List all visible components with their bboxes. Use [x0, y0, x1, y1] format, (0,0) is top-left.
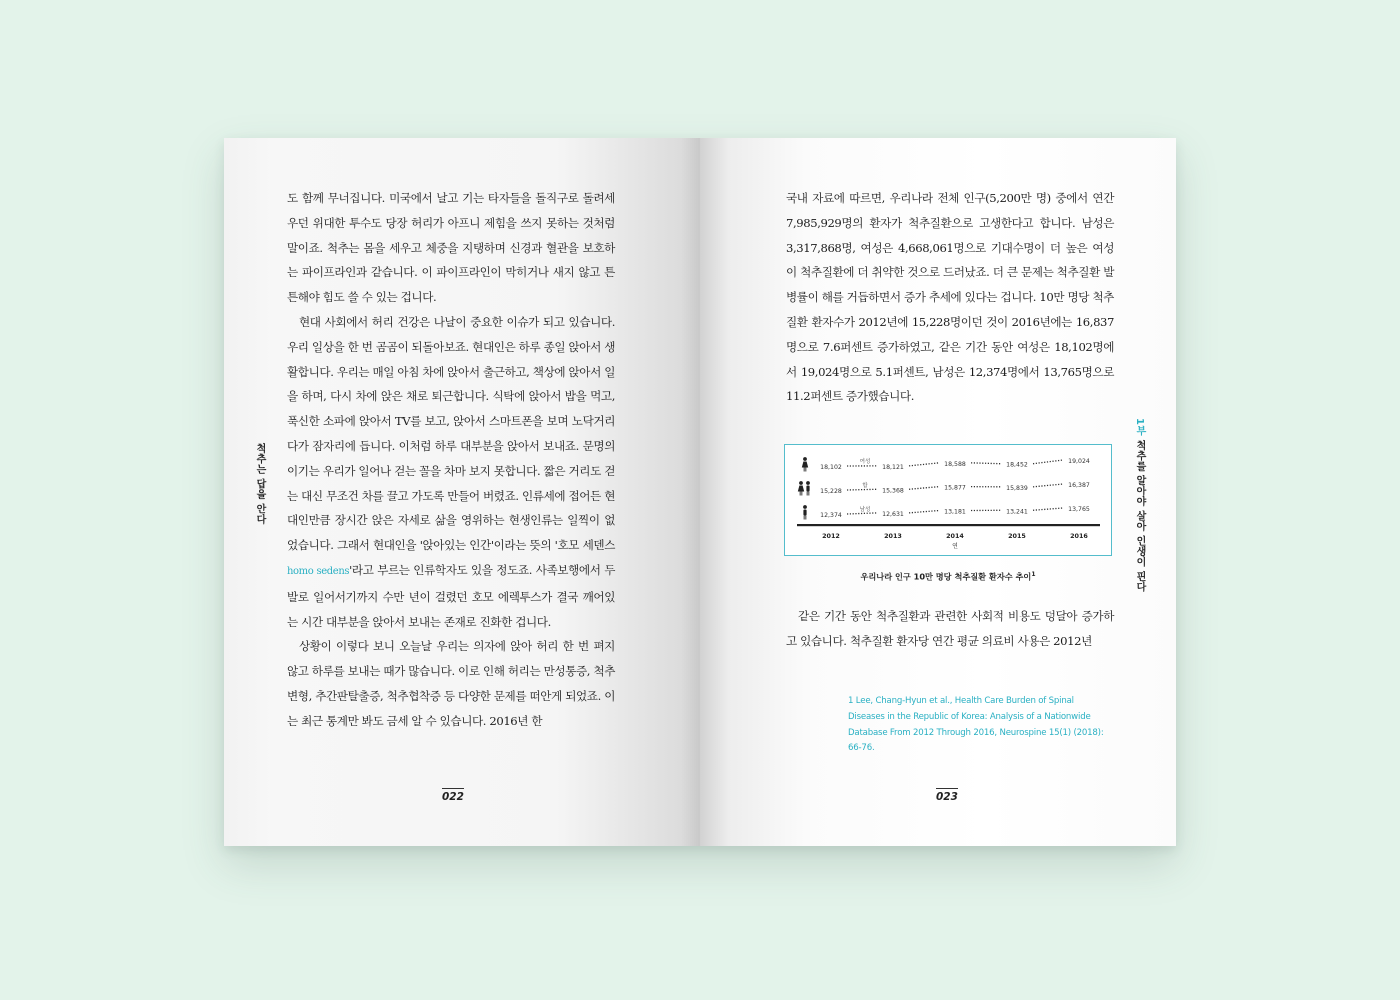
- series-connector: [1033, 460, 1063, 464]
- person-icon-leg: [804, 516, 805, 520]
- x-tick-label: 2013: [884, 532, 902, 540]
- series-connector: [1033, 484, 1063, 487]
- chart-caption: 우리나라 인구 10만 명당 척추질환 환자수 추이$^1$: [860, 571, 1036, 582]
- chapter-label: 1부: [1134, 418, 1145, 436]
- data-label: 15,877: [944, 484, 966, 492]
- x-axis-line: [797, 524, 1100, 526]
- right-running-head: [1132, 418, 1147, 592]
- person-icon-body: [798, 486, 804, 492]
- x-tick-label: 2016: [1070, 532, 1088, 540]
- chapter-title: 척추를 알아야 살아 인생이 핀다: [1134, 439, 1145, 593]
- left-paragraph-2: 현대 사회에서 허리 건강은 나날이 중요한 이슈가 되고 있습니다. 우리 일상을 한 번 곰곰이 되돌아보죠. 현대인은 하루 종일 앉아서 생활합니다. 우리는 매일 아침 차에 앉아서 출근하고, 책상에 앉아서 일을 하며, 다시 차에 앉은 채로 퇴근합니다. 식탁에 앉아서 밥을 먹고, 푹신한 소파에 앉아서 TV를 보고, 앉아서 스마트폰을 보며 노닥거리다가 잠자리에 듭니다. 이처럼 하루 대부분을 앉아서 보내죠. 문명의 이기는 우리가 일어나 걷는 꼴을 차마 보지 못합니다. 짧은 거리도 걷는 대신 무조건 차를 끌고 가도록 만들어 버렸죠. 인류세에 접어든 현대인만큼 장시간 앉은 자세로 삶을 영위하는 현생인류는 일찍이 없었습니다. 그래서 현대인을 '앉아있는 인간'이라는 뜻의 '호모 세덴스homo sedens'라고 부르는 인류학자도 있을 정도죠. 사족보행에서 두 발로 일어서기까지 수만 년이 걸렸던 호모 에렉투스가 결국 깨어있는 시간 대부분을 앉아서 보내는 존재로 진화한 겁니다.: [287, 314, 615, 629]
- person-icon-leg: [804, 468, 805, 472]
- data-label: 16,387: [1068, 482, 1090, 489]
- person-icon-leg: [805, 516, 806, 520]
- person-icon-head: [803, 505, 807, 509]
- left-paragraph-3: 상황이 이렇다 보니 오늘날 우리는 의자에 앉아 허리 한 번 펴지 않고 하루를 보내는 때가 많습니다. 이로 인해 허리는 만성통증, 척추변형, 추간판탈출증, 척추협착증 등 다양한 문제를 떠안게 되었죠. 이는 최근 통계만 봐도 금세 알 수 있습니다. 2016년 한: [287, 639, 615, 728]
- series-name-label: 여성: [859, 459, 871, 465]
- x-tick-label: 2014: [946, 532, 964, 540]
- series-name-label: 합: [862, 483, 868, 489]
- series-connector: [847, 513, 877, 514]
- person-icon-leg: [801, 492, 802, 496]
- right-paragraph-1: 국내 자료에 따르면, 우리나라 전체 인구(5,200만 명) 중에서 연간 7,985,929명의 환자가 척추질환으로 고생한다고 합니다. 남성은 3,317,868명, 여성은 4,668,061명으로 기대수명이 더 높은 여성이 척추질환에 더 취약한 것으로 드러났죠. 더 큰 문제는 척추질환 발병률이 해를 거듭하면서 증가 추세에 있다는 겁니다. 10만 명당 척추질환 환자수가 2012년에 15,228명이던 것이 2016년에는 16,837명으로 7.6퍼센트 증가하였고, 같은 기간 동안 여성은 18,102명에서 19,024명으로 5.1퍼센트, 남성은 12,374명에서 13,765명으로 11.2퍼센트 증가했습니다.: [786, 191, 1114, 404]
- person-icon-leg: [807, 492, 808, 496]
- data-label: 13,181: [944, 508, 966, 516]
- series-connector: [909, 511, 939, 513]
- right-paragraph-2: 같은 기간 동안 척추질환과 관련한 사회적 비용도 덩달아 증가하고 있습니다. 척추질환 환자당 연간 평균 의료비 사용은 2012년: [786, 609, 1114, 648]
- series-connector: [909, 487, 939, 490]
- line-chart: [785, 445, 1113, 557]
- left-running-head: 척추는 답을 안다: [254, 443, 265, 525]
- series-name-label: 남성: [859, 507, 871, 513]
- right-body-text-2: [786, 604, 1114, 654]
- person-icon-leg: [805, 468, 806, 472]
- data-label: 13,765: [1068, 506, 1090, 513]
- person-icon-leg: [808, 492, 809, 496]
- person-icon-head: [803, 457, 807, 461]
- chart-frame: [784, 444, 1112, 556]
- left-paragraph-1: 도 함께 무너집니다. 미국에서 날고 기는 타자들을 돌직구로 돌려세우던 위대한 투수도 당장 허리가 아프니 제힘을 쓰지 못하는 것처럼 말이죠. 척추는 몸을 세우고 체중을 지탱하며 신경과 혈관을 보호하는 파이프라인과 같습니다. 이 파이프라인이 막히거나 새지 않고 튼튼해야 힘도 쓸 수 있는 겁니다.: [287, 191, 615, 305]
- person-icon-leg: [800, 492, 801, 496]
- book-spread: [224, 138, 1176, 846]
- x-axis-label: 연: [952, 543, 958, 550]
- right-page: [700, 138, 1176, 846]
- data-label: 12,631: [882, 510, 904, 518]
- person-icon-body: [806, 486, 809, 492]
- latin-term: homo sedens: [287, 565, 350, 577]
- right-body-text: [786, 186, 1114, 409]
- data-label: 18,452: [1006, 461, 1028, 469]
- left-body-text: [287, 186, 615, 734]
- data-label: 18,102: [820, 464, 842, 471]
- x-tick-label: 2012: [822, 532, 840, 540]
- data-label: 15,839: [1006, 484, 1028, 492]
- data-label: 13,241: [1006, 508, 1028, 516]
- series-connector: [1033, 508, 1063, 510]
- data-label: 18,121: [882, 463, 904, 471]
- data-label: 15,228: [820, 488, 842, 495]
- series-connector: [847, 489, 877, 490]
- data-label: 19,024: [1068, 458, 1090, 465]
- left-page: [224, 138, 700, 846]
- series-connector: [971, 463, 1001, 464]
- x-tick-label: 2015: [1008, 532, 1026, 540]
- caption-note-marker: 1: [1031, 571, 1036, 578]
- person-icon-head: [799, 481, 803, 485]
- person-icon-body: [803, 510, 806, 516]
- person-icon-head: [806, 481, 810, 485]
- data-label: 18,588: [944, 460, 966, 468]
- right-page-number: 023: [936, 788, 958, 803]
- data-label: 12,374: [820, 512, 842, 519]
- person-icon-body: [802, 462, 808, 468]
- data-label: 15,368: [882, 487, 904, 495]
- left-page-number: 022: [442, 788, 464, 803]
- series-connector: [909, 463, 939, 466]
- footnote: 1 Lee, Chang-Hyun et al., Health Care Burden of Spinal Diseases in the Republic of Korea: Analysis of a Nationwide Database From 2012 Through 2016, Neurospine 15(1) (2018): 66-76.: [848, 696, 1104, 754]
